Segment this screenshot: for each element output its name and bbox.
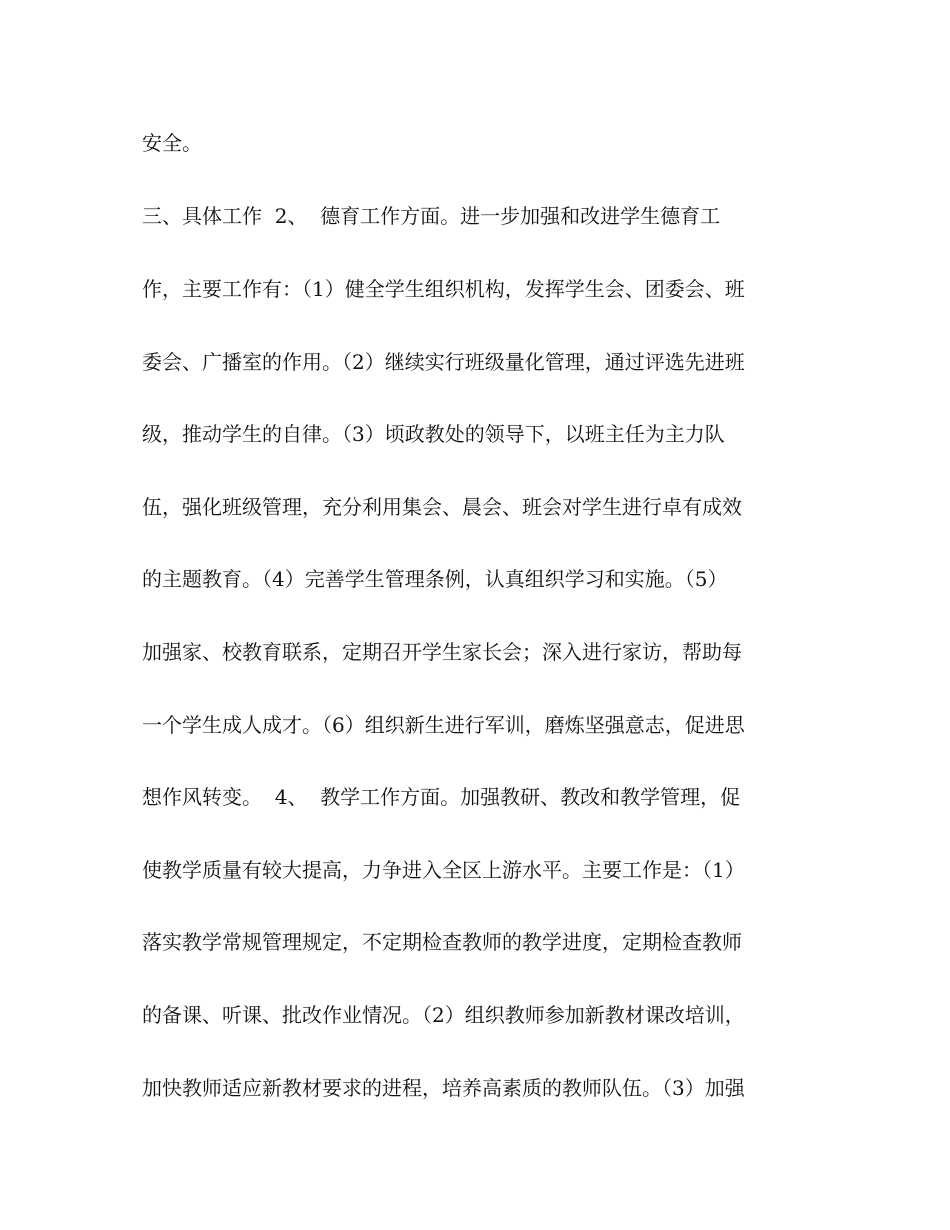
text-line: 想作风转变。 4、 教学工作方面。加强教研、教改和教学管理，促 <box>142 785 741 809</box>
text-line: 的主题教育。（4）完善学生管理条例，认真组织学习和实施。（5） <box>142 567 728 591</box>
text-line: 一个学生成人成才。（6）组织新生进行军训，磨炼坚强意志，促进思 <box>142 713 745 737</box>
text-line: 作，主要工作有：（1）健全学生组织机构，发挥学生会、团委会、班 <box>142 277 745 301</box>
text-line: 加快教师适应新教材要求的进程，培养高素质的教师队伍。（3）加强 <box>142 1076 745 1100</box>
text-line: 委会、广播室的作用。（2）继续实行班级量化管理，通过评选先进班 <box>142 350 745 374</box>
text-line: 伍，强化班级管理，充分利用集会、晨会、班会对学生进行卓有成效 <box>142 495 742 519</box>
text-line: 三、具体工作 2、 德育工作方面。进一步加强和改进学生德育工 <box>142 204 721 228</box>
text-line: 加强家、校教育联系，定期召开学生家长会；深入进行家访，帮助每 <box>142 640 742 664</box>
text-line: 安全。 <box>142 131 202 155</box>
text-line: 落实教学常规管理规定，不定期检查教师的教学进度，定期检查教师 <box>142 930 742 954</box>
text-line: 使教学质量有较大提高，力争进入全区上游水平。主要工作是：（1） <box>142 858 745 882</box>
text-line: 的备课、听课、批改作业情况。（2）组织教师参加新教材课改培训， <box>142 1003 745 1027</box>
text-line: 级，推动学生的自律。（3）顷政教处的领导下，以班主任为主力队 <box>142 422 725 446</box>
